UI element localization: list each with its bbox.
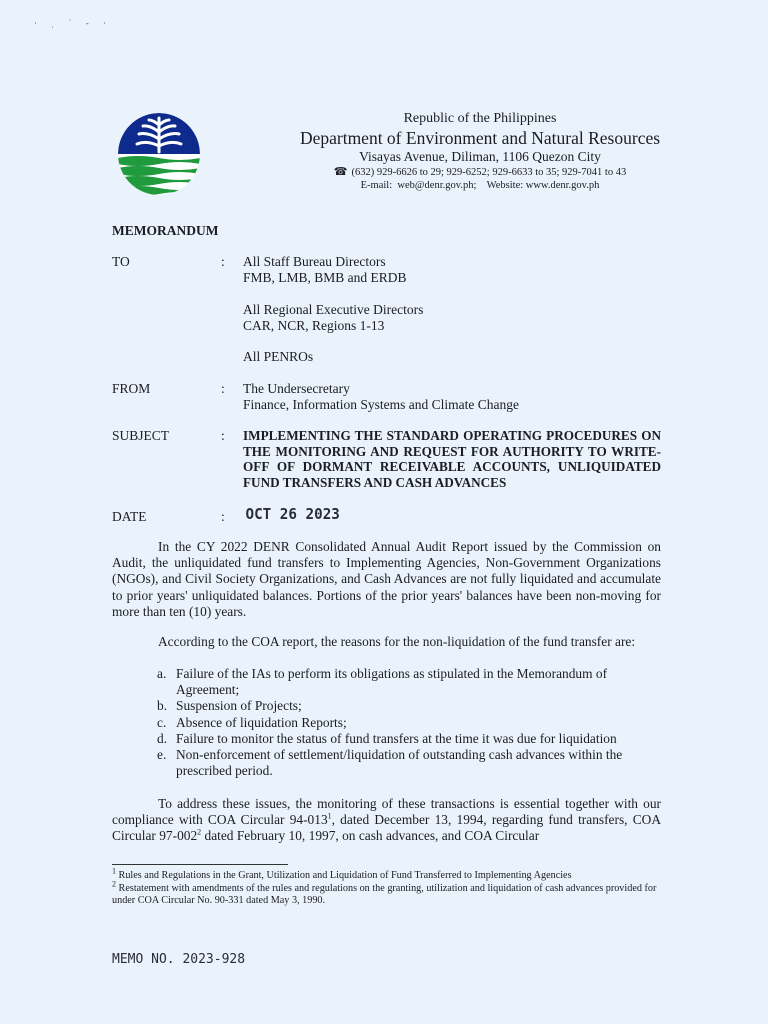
- denr-logo-icon: [117, 112, 201, 196]
- paragraph-3: To address these issues, the monitoring of these transactions is essential together with our compliance with COA Circular $94-013^1$, dated December 13, 1994, regarding fund transfers, COA Circular $97-002^2$ dated February 10, 1997, on cash advances, and COA Circular: [112, 796, 661, 844]
- from-label: FROM: [112, 381, 151, 396]
- subject-colon: :: [221, 428, 225, 443]
- subject-label: SUBJECT: [112, 428, 170, 443]
- footnote-divider: [112, 864, 288, 865]
- footnote-2: $^2$ Restatement with amendments of the rules and regulations on the granting, utilization and liquidation of cash advances provided for under COA Circular No. 90-331 dated May 3, 1990.: [112, 879, 657, 907]
- to-label: TO: [112, 254, 130, 269]
- letterhead: [260, 110, 700, 192]
- list-item: a. Failure of the IAs to perform its obligations as stipulated in the Memorandum of Agreement;: [157, 666, 608, 698]
- from-line-2: Finance, Information Systems and Climate Change: [243, 397, 519, 412]
- subject-text: IMPLEMENTING THE STANDARD OPERATING PROCEDURES ON THE MONITORING AND REQUEST FOR AUTHORITY TO WRITE-OFF OF DORMANT RECEIVABLE ACCOUNTS, UNLIQUIDATED FUND TRANSFERS AND CASH ADVANCES: [243, 428, 661, 490]
- footnotes: [112, 866, 664, 908]
- to-line-2: FMB, LMB, BMB and ERDB: [243, 270, 407, 285]
- reasons-list: [157, 666, 663, 779]
- footnote-1: $^1$ Rules and Regulations in the Grant, Utilization and Liquidation of Fund Transferred to Implementing Agencies: [112, 866, 572, 881]
- to-colon: :: [221, 254, 225, 269]
- from-line-1: The Undersecretary: [243, 381, 350, 396]
- footnote-ref-2: 2: [197, 827, 202, 837]
- list-item: d. Failure to monitor the status of fund transfers at the time it was due for liquidation: [157, 730, 617, 746]
- paragraph-1: In the CY 2022 DENR Consolidated Annual Audit Report issued by the Commission on Audit, the unliquidated fund transfers to Implementing Agencies, Non-Government Organizations (NGOs), and Civil Society Organizations, and Cash Advances are not fully liquidated and accumulate to prior years' unliquidated balances. Portions of the prior years' balances have been non-moving for more than ten (10) years.: [112, 539, 661, 619]
- to-line-1: All Staff Bureau Directors: [243, 254, 386, 269]
- contact-line: E-mail: web@denr.gov.ph; Website: www.denr.gov.ph: [360, 180, 600, 191]
- republic-line: Republic of the Philippines: [403, 111, 557, 126]
- list-item: e. Non-enforcement of settlement/liquidation of outstanding cash advances within the prescribed period.: [157, 747, 623, 779]
- footnote-ref-1: 1: [327, 811, 332, 821]
- memo-title: MEMORANDUM: [112, 223, 219, 238]
- from-colon: :: [221, 381, 225, 396]
- to-line-3: All Regional Executive Directors: [243, 302, 424, 317]
- to-line-4: CAR, NCR, Regions 1-13: [243, 318, 385, 333]
- phone-line: [260, 166, 700, 179]
- list-item: c. Absence of liquidation Reports;: [157, 714, 347, 730]
- telephone-icon: ☎: [333, 166, 348, 178]
- phone-numbers: (632) 929-6626 to 29; 929-6252; 929-6633 to 35; 929-7041 to 43: [351, 167, 627, 178]
- memo-number-stamp: MEMO NO. 2023-928: [112, 952, 246, 967]
- department-name: Department of Environment and Natural Resources: [299, 128, 661, 148]
- paragraph-2: According to the COA report, the reasons for the non-liquidation of the fund transfer are:: [158, 634, 636, 649]
- address-line: Visayas Avenue, Diliman, 1106 Quezon City: [359, 149, 601, 164]
- date-stamp: OCT 26 2023: [245, 505, 340, 523]
- scan-specks: · ˌ ˈ ‐ ·: [34, 18, 112, 28]
- to-line-5: All PENROs: [243, 349, 314, 364]
- date-colon: :: [221, 509, 225, 524]
- date-label: DATE: [112, 509, 147, 524]
- list-item: b. Suspension of Projects;: [157, 698, 302, 714]
